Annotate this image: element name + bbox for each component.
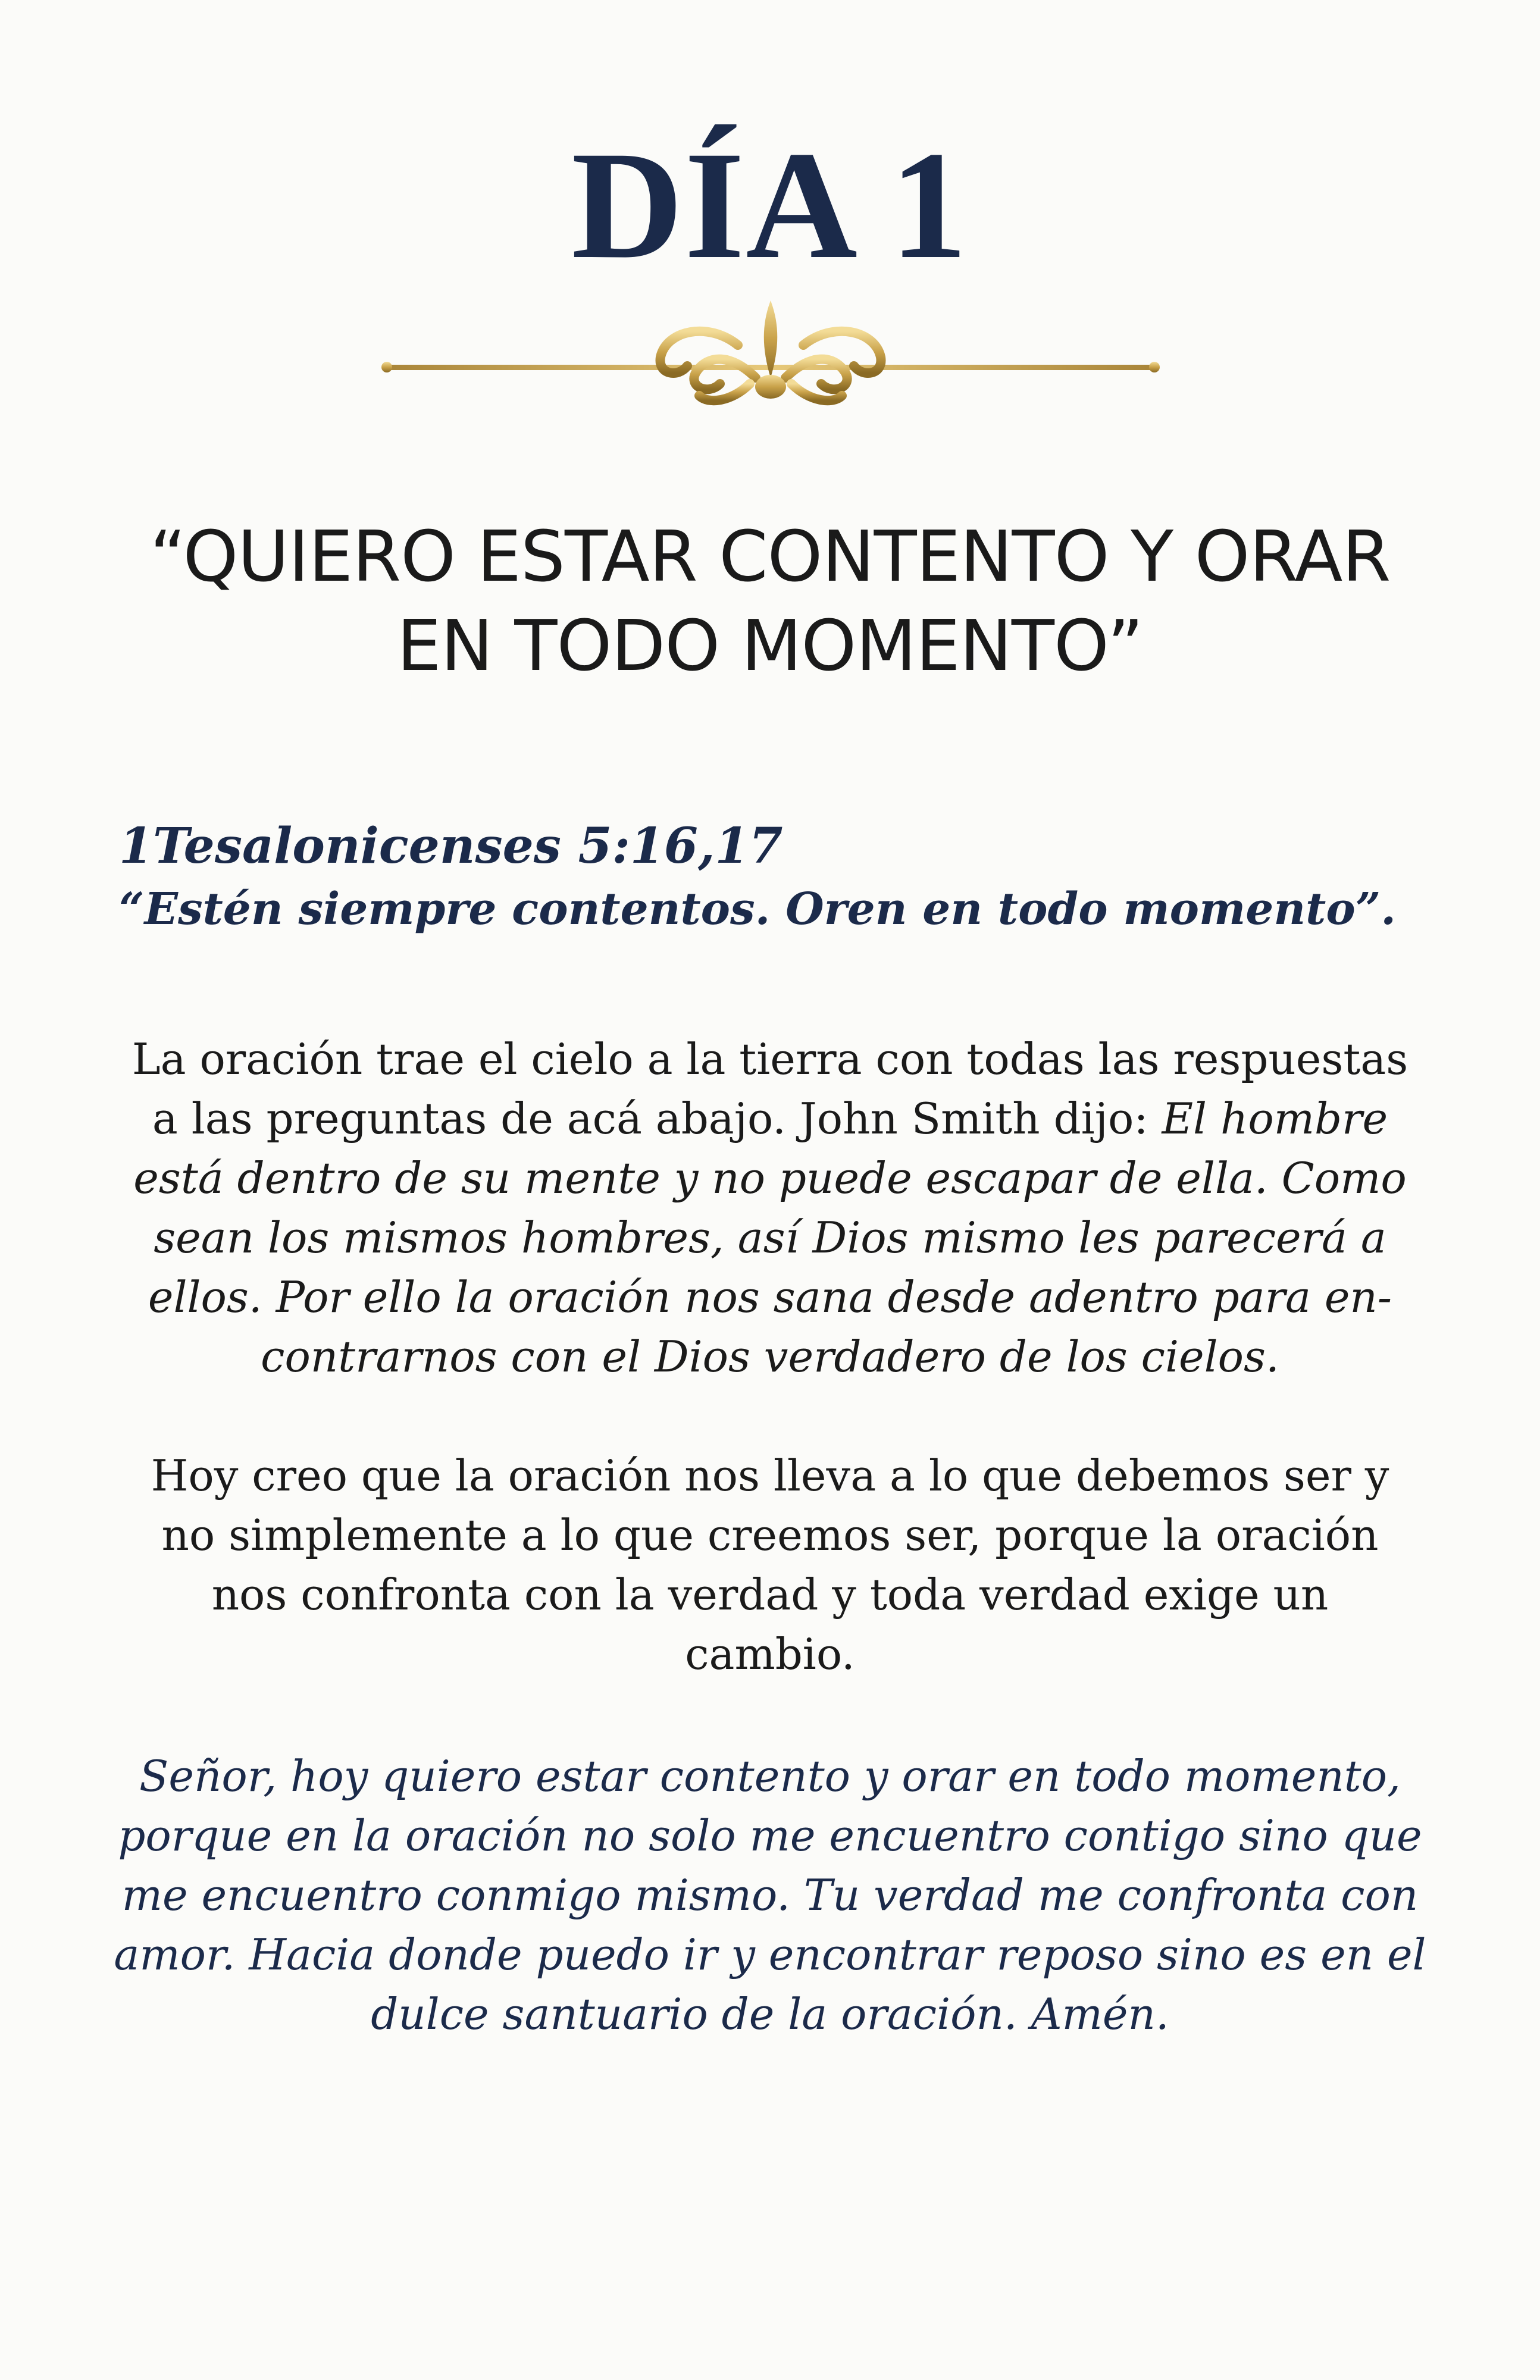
paragraph-line: sean los mismos hombres, así Dios mismo les parecerá a [154, 1213, 1386, 1263]
closing-prayer [95, 1746, 1445, 2044]
scripture-quote: “Estén siempre contentos. Oren en todo momento”. [119, 884, 1397, 935]
subtitle-line: EN TODO MOMENTO” [397, 605, 1143, 687]
paragraph-line: está dentro de su mente y no puede escapar de ella. Como [133, 1153, 1407, 1203]
paragraph-line: cambio. [685, 1629, 855, 1679]
paragraph-line: Hoy creo que la oración nos lleva a lo que debemos ser y [151, 1451, 1389, 1501]
devotional-theme-heading [119, 512, 1421, 690]
paragraph-line: ellos. Por ello la oración nos sana desde adentro para en- [148, 1272, 1392, 1322]
paragraph-line: La oración trae el cielo a la tierra con todas las respuestas [132, 1034, 1408, 1084]
paragraph-text: a las preguntas de acá abajo. John Smith dijo: [152, 1094, 1162, 1144]
prayer-line: me encuentro conmigo mismo. Tu verdad me confronta con [121, 1870, 1419, 1920]
page-title: DÍA 1 [571, 120, 969, 291]
prayer-line: Señor, hoy quiero estar contento y orar en todo momento, [139, 1751, 1401, 1801]
prayer-line: amor. Hacia donde puedo ir y encontrar reposo sino es en el [114, 1930, 1426, 1980]
paragraph-line [95, 1089, 1445, 1148]
prayer-line: porque en la oración no solo me encuentro contigo sino que [118, 1811, 1422, 1861]
quote-text: El hombre [1162, 1094, 1388, 1144]
paragraph-line: nos confronta con la verdad y toda verdad exige un [211, 1570, 1329, 1620]
paragraph-line: no simplemente a lo que creemos ser, porque la oración [161, 1510, 1379, 1560]
reflection-paragraph-1 [95, 1029, 1445, 1386]
paragraph-line: contrarnos con el Dios verdadero de los cielos. [261, 1332, 1279, 1382]
scripture-reference: 1Tesalonicenses 5:16,17 [119, 818, 783, 875]
reflection-paragraph-2 [95, 1446, 1445, 1684]
subtitle-line: “QUIERO ESTAR CONTENTO Y ORAR [149, 515, 1391, 597]
prayer-line: dulce santuario de la oración. Amén. [371, 1989, 1169, 2039]
gold-flourish-divider-icon [375, 289, 1166, 414]
